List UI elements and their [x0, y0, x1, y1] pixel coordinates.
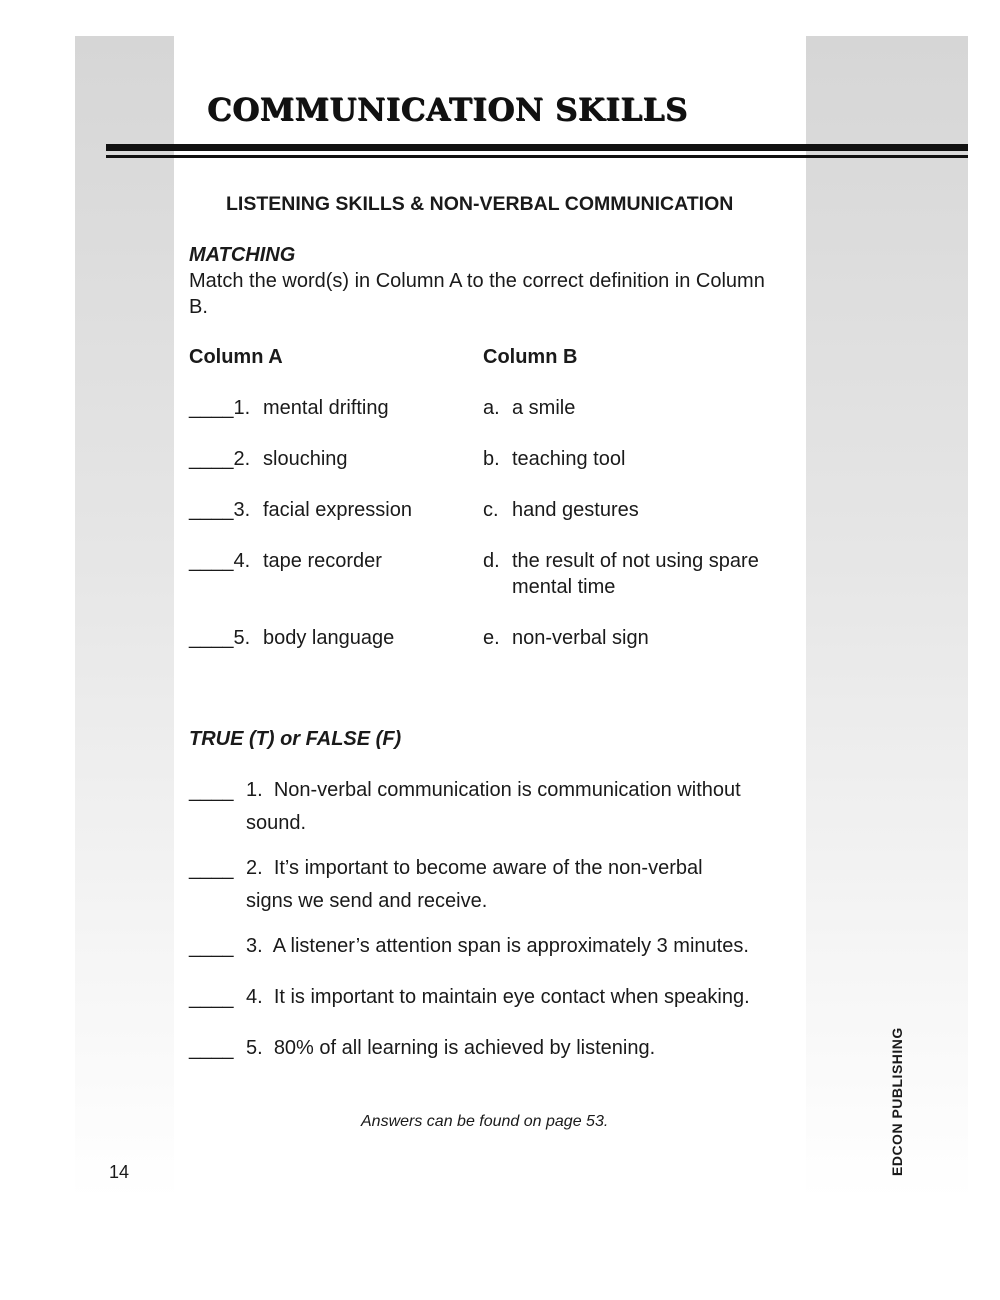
answer-blank[interactable]: ____ — [189, 780, 234, 802]
matching-term: facial expression — [263, 499, 412, 521]
page-number: 14 — [109, 1162, 130, 1182]
right-margin-band — [806, 36, 968, 1200]
matching-term: body language — [263, 627, 395, 649]
section-heading: LISTENING SKILLS & NON-VERBAL COMMUNICATION — [226, 193, 734, 215]
definition-text: the result of not using spare mental time — [512, 550, 759, 598]
answer-blank[interactable]: ____ — [189, 858, 234, 880]
answer-blank[interactable]: ____ — [189, 987, 234, 1009]
title-rule-thick — [106, 144, 968, 151]
true-false-statement: 1. Non-verbal communication is communication without sound. — [246, 779, 741, 834]
left-margin-band — [75, 36, 174, 1200]
definition-letter: a. — [483, 397, 500, 419]
page-title: COMMUNICATION SKILLS — [207, 92, 688, 128]
matching-term: slouching — [263, 448, 348, 470]
matching-instructions: Match the word(s) in Column A to the correct definition in Column B. — [189, 270, 765, 318]
definition-text: non-verbal sign — [512, 627, 649, 649]
answer-blank[interactable]: ____3. — [189, 499, 251, 521]
matching-heading: MATCHING — [189, 244, 296, 266]
title-rule-thin — [106, 155, 968, 158]
true-false-statement: 4. It is important to maintain eye contact when speaking. — [246, 986, 750, 1008]
answers-note: Answers can be found on page 53. — [361, 1113, 609, 1130]
column-a-header: Column A — [189, 346, 283, 368]
definition-text: hand gestures — [512, 499, 639, 521]
definition-text: teaching tool — [512, 448, 626, 470]
definition-letter: c. — [483, 499, 499, 521]
answer-blank[interactable]: ____1. — [189, 397, 251, 419]
answer-blank[interactable]: ____2. — [189, 448, 251, 470]
definition-letter: d. — [483, 550, 500, 572]
definition-letter: b. — [483, 448, 500, 470]
true-false-statement: 5. 80% of all learning is achieved by listening. — [246, 1037, 656, 1059]
column-b-header: Column B — [483, 346, 578, 368]
answer-blank[interactable]: ____ — [189, 1038, 234, 1060]
true-false-heading: TRUE (T) or FALSE (F) — [189, 728, 402, 750]
answer-blank[interactable]: ____ — [189, 936, 234, 958]
answer-blank[interactable]: ____5. — [189, 627, 251, 649]
answer-blank[interactable]: ____4. — [189, 550, 251, 572]
publisher-name: EDCON PUBLISHING — [889, 1027, 905, 1176]
matching-term: tape recorder — [263, 550, 382, 572]
true-false-statement: 3. A listener’s attention span is approximately 3 minutes. — [246, 935, 749, 957]
definition-letter: e. — [483, 627, 500, 649]
matching-term: mental drifting — [263, 397, 389, 419]
definition-text: a smile — [512, 397, 576, 419]
true-false-statement: 2. It’s important to become aware of the non-verbal signs we send and receive. — [246, 857, 703, 912]
